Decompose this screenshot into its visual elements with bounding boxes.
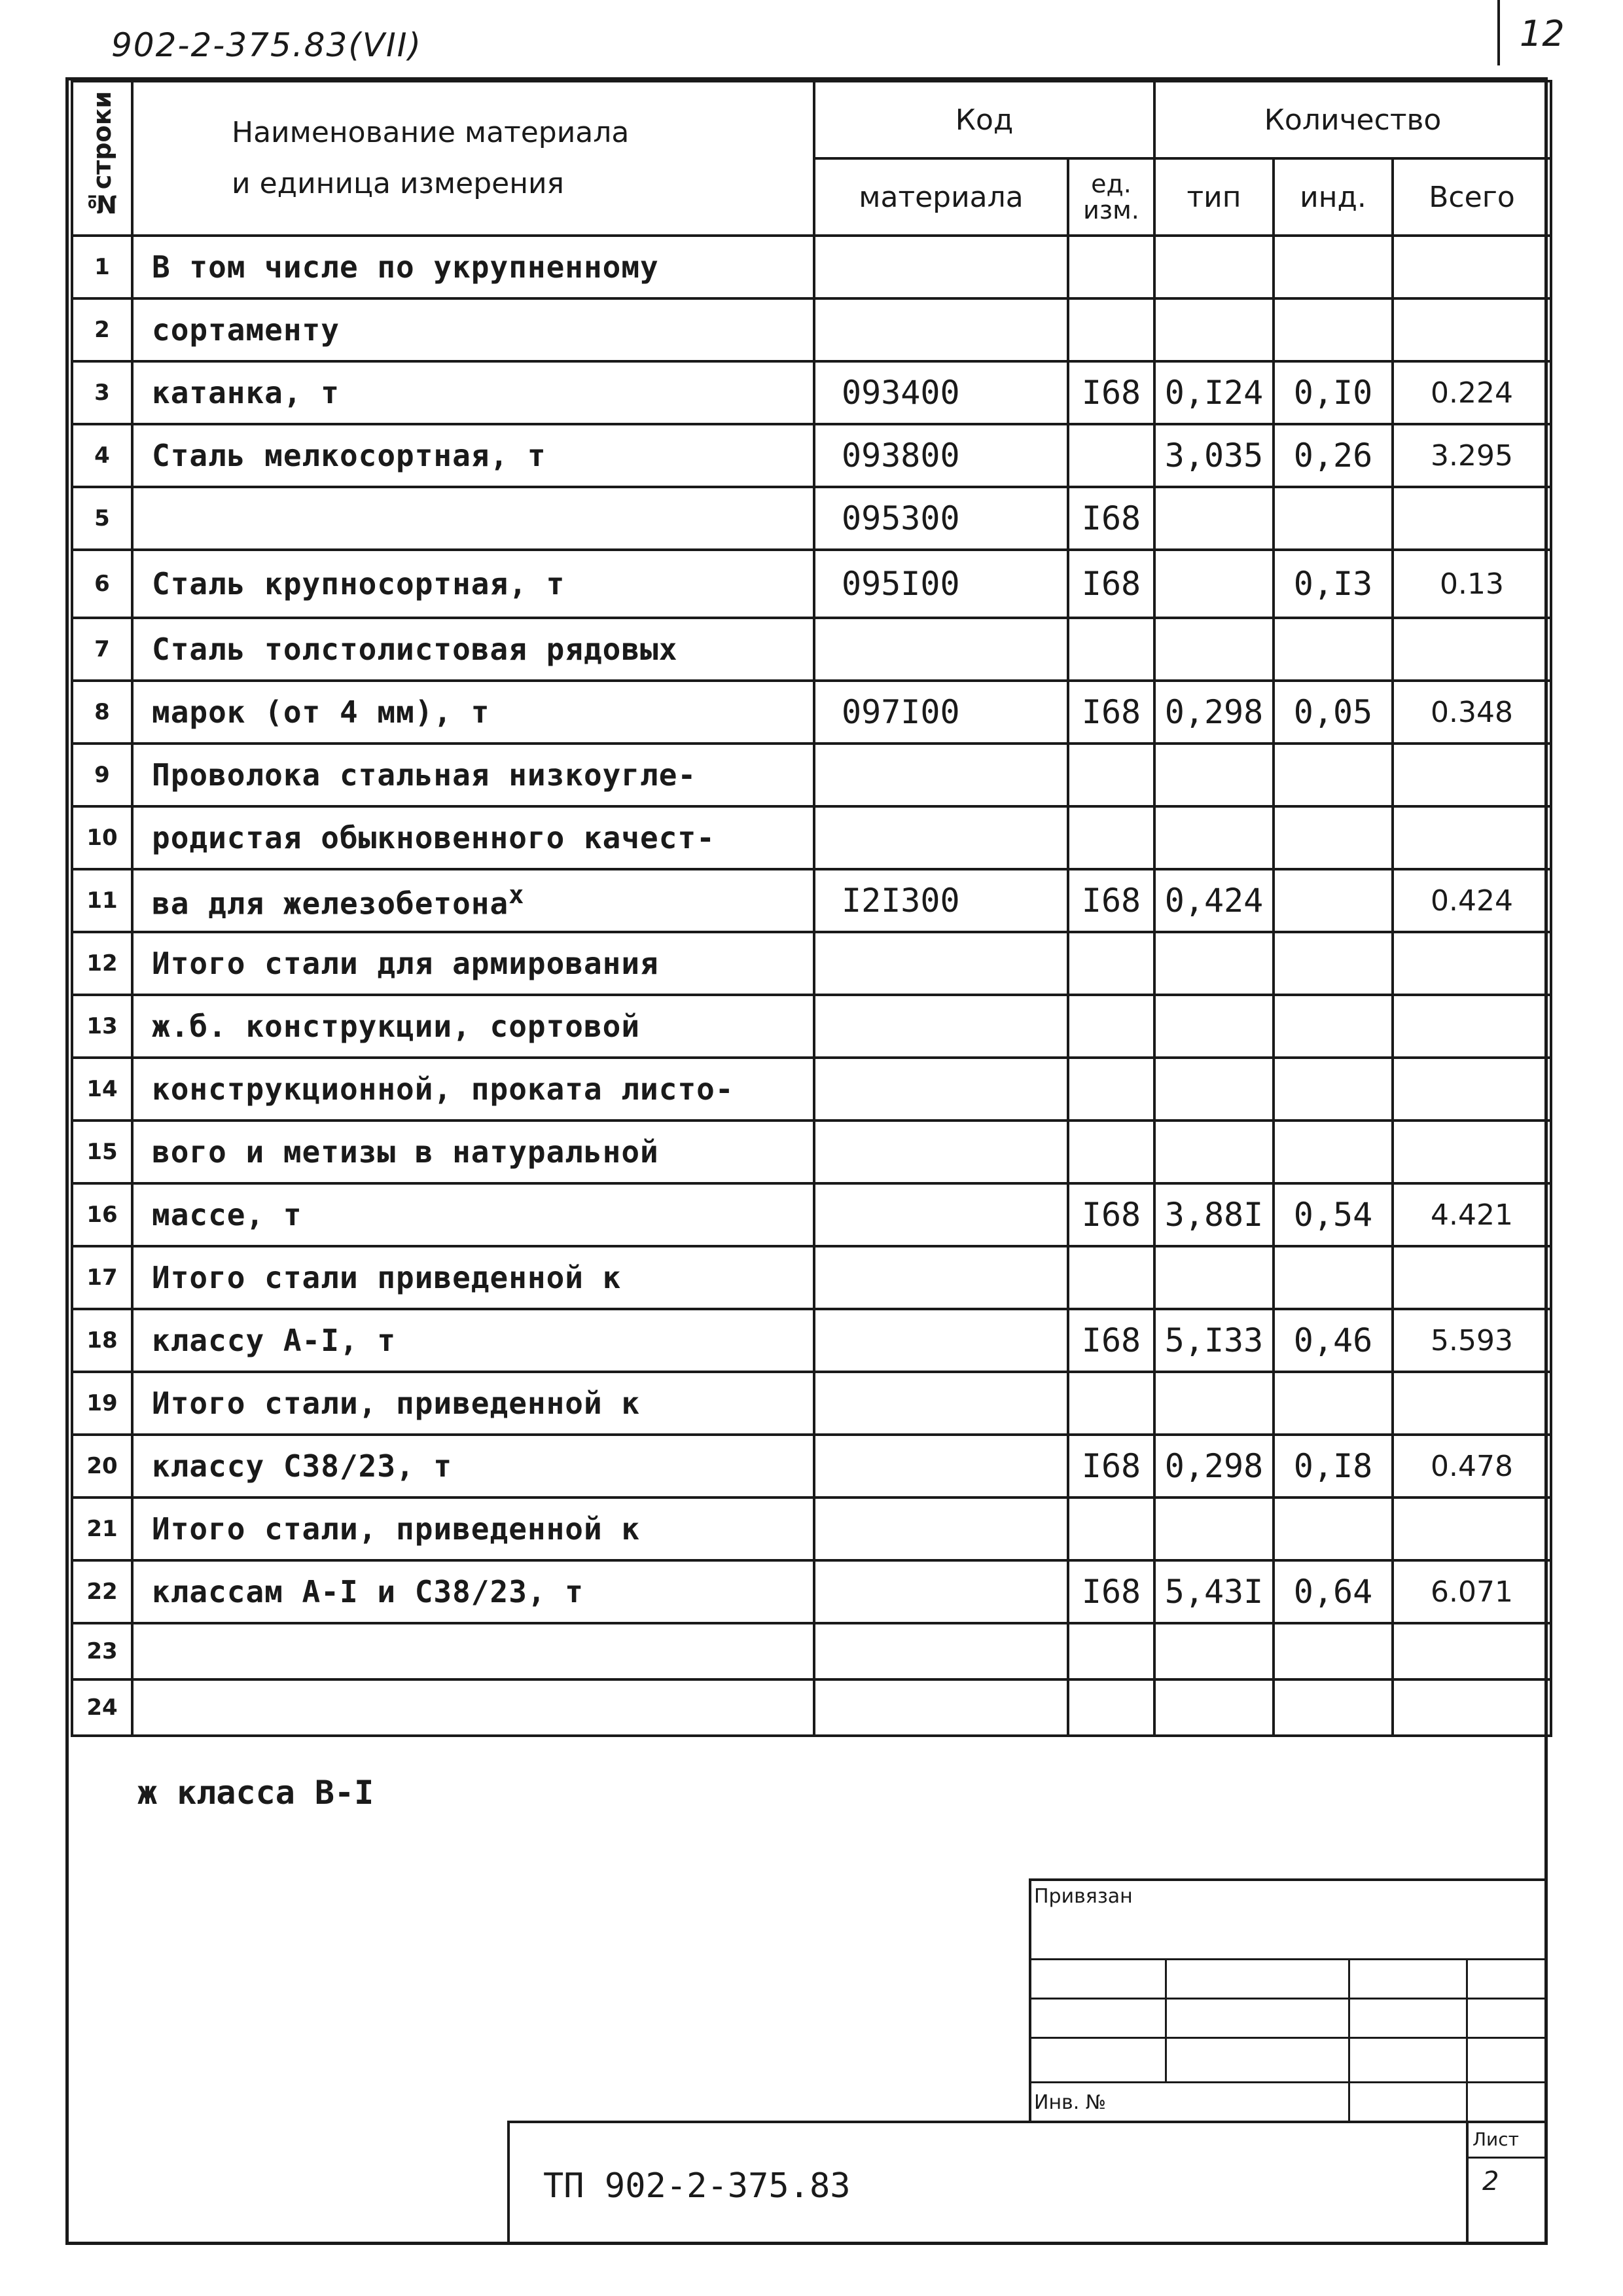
table-row — [72, 1183, 1551, 1246]
row-number-cell: 23 — [72, 1623, 132, 1679]
unit-code-cell: I68 — [1068, 681, 1154, 744]
qty-total-cell — [1393, 995, 1551, 1058]
material-code-cell: I2I300 — [814, 869, 1068, 932]
qty-ind-cell — [1274, 1121, 1393, 1183]
unit-code-cell — [1068, 424, 1154, 487]
material-name-cell — [132, 487, 814, 550]
row-number-cell: 20 — [72, 1435, 132, 1498]
material-code-cell — [814, 1309, 1068, 1372]
row-number-cell: 2 — [72, 298, 132, 361]
unit-code-cell — [1068, 236, 1154, 298]
table-row — [72, 932, 1551, 995]
material-name-cell: Сталь крупносортная, т — [132, 550, 814, 618]
material-code-cell: 093800 — [814, 424, 1068, 487]
qty-total-cell — [1393, 487, 1551, 550]
material-name-cell: Итого стали, приведенной к — [132, 1498, 814, 1560]
material-code-cell — [814, 995, 1068, 1058]
material-name-cell: ва для железобетона$^x$ — [132, 869, 814, 932]
qty-typ-cell — [1154, 236, 1274, 298]
table-row — [72, 487, 1551, 550]
qty-ind-cell — [1274, 1058, 1393, 1121]
qty-total-cell: 0.424 — [1393, 869, 1551, 932]
sheet-divider — [1466, 2157, 1548, 2159]
table-row — [72, 1679, 1551, 1736]
qty-typ-cell — [1154, 1121, 1274, 1183]
qty-ind-cell — [1274, 995, 1393, 1058]
table-row — [72, 1560, 1551, 1623]
stamp-line — [1466, 1958, 1468, 2121]
unit-code-cell: I68 — [1068, 1183, 1154, 1246]
header-row-group — [72, 81, 1551, 158]
qty-ind-cell — [1274, 1623, 1393, 1679]
material-code-cell — [814, 236, 1068, 298]
stamp-line — [1348, 1958, 1350, 2121]
material-code-cell — [814, 932, 1068, 995]
material-code-cell — [814, 1560, 1068, 1623]
qty-typ-cell — [1154, 1623, 1274, 1679]
qty-total-cell — [1393, 806, 1551, 869]
qty-ind-cell — [1274, 806, 1393, 869]
qty-ind-cell: 0,05 — [1274, 681, 1393, 744]
table-row — [72, 869, 1551, 932]
table-row — [72, 681, 1551, 744]
qty-typ-cell — [1154, 806, 1274, 869]
material-name-cell: В том числе по укрупненному — [132, 236, 814, 298]
material-name-cell: конструкционной, проката листо- — [132, 1058, 814, 1121]
typ-header: тип — [1154, 158, 1274, 236]
material-code-cell — [814, 1498, 1068, 1560]
qty-total-cell — [1393, 236, 1551, 298]
table-row — [72, 744, 1551, 806]
binding-stamp-title: Привязан — [1034, 1885, 1133, 1908]
material-name-cell: Проволока стальная низкоугле- — [132, 744, 814, 806]
row-number-cell: 9 — [72, 744, 132, 806]
unit-header: ед. изм. — [1068, 158, 1154, 236]
row-number-header: №строки — [72, 81, 132, 236]
unit-code-cell — [1068, 298, 1154, 361]
row-number-cell: 1 — [72, 236, 132, 298]
footnote-marker: x — [508, 880, 525, 910]
binding-stamp — [1029, 1878, 1548, 2121]
material-name-cell: классам А-I и С38/23, т — [132, 1560, 814, 1623]
qty-ind-cell — [1274, 1498, 1393, 1560]
qty-typ-cell: 0,I24 — [1154, 361, 1274, 424]
title-block-doc: ТП 902-2-375.83 — [543, 2166, 851, 2206]
unit-code-cell: I68 — [1068, 550, 1154, 618]
row-number-cell: 6 — [72, 550, 132, 618]
table-row — [72, 1372, 1551, 1435]
material-name-cell: классу С38/23, т — [132, 1435, 814, 1498]
material-code-cell — [814, 1623, 1068, 1679]
table-row — [72, 550, 1551, 618]
row-number-cell: 7 — [72, 618, 132, 681]
row-number-cell: 12 — [72, 932, 132, 995]
qty-total-cell: 0.348 — [1393, 681, 1551, 744]
qty-ind-cell: 0,26 — [1274, 424, 1393, 487]
qty-ind-cell — [1274, 744, 1393, 806]
qty-typ-cell — [1154, 995, 1274, 1058]
table-row — [72, 806, 1551, 869]
material-code-cell — [814, 1183, 1068, 1246]
row-number-cell: 17 — [72, 1246, 132, 1309]
material-name-cell: Сталь толстолистовая рядовых — [132, 618, 814, 681]
unit-code-cell: I68 — [1068, 1560, 1154, 1623]
material-name-header: Наименование материала и единица измерения — [132, 81, 814, 236]
qty-ind-cell: 0,I0 — [1274, 361, 1393, 424]
document-code: 902-2-375.83(VII) — [111, 26, 422, 64]
qty-total-cell — [1393, 298, 1551, 361]
unit-code-cell — [1068, 1058, 1154, 1121]
unit-code-cell: I68 — [1068, 1309, 1154, 1372]
material-code-cell — [814, 1058, 1068, 1121]
row-number-cell: 13 — [72, 995, 132, 1058]
unit-code-cell: I68 — [1068, 1435, 1154, 1498]
inventory-number-label: Инв. № — [1034, 2091, 1107, 2114]
qty-ind-cell — [1274, 869, 1393, 932]
row-number-cell: 15 — [72, 1121, 132, 1183]
qty-total-cell: 0.13 — [1393, 550, 1551, 618]
table-row — [72, 1121, 1551, 1183]
row-number-cell: 14 — [72, 1058, 132, 1121]
row-number-cell: 21 — [72, 1498, 132, 1560]
qty-typ-cell: 0,424 — [1154, 869, 1274, 932]
qty-typ-cell: 5,43I — [1154, 1560, 1274, 1623]
qty-typ-cell — [1154, 1246, 1274, 1309]
material-name-cell — [132, 1679, 814, 1736]
unit-code-cell — [1068, 1121, 1154, 1183]
qty-total-cell — [1393, 1372, 1551, 1435]
material-code-cell: 095I00 — [814, 550, 1068, 618]
row-number-cell: 8 — [72, 681, 132, 744]
qty-typ-cell: 5,I33 — [1154, 1309, 1274, 1372]
qty-typ-cell — [1154, 1372, 1274, 1435]
table-row — [72, 236, 1551, 298]
table-row — [72, 424, 1551, 487]
material-code-cell — [814, 298, 1068, 361]
qty-typ-cell — [1154, 1058, 1274, 1121]
unit-code-cell — [1068, 1498, 1154, 1560]
material-code-cell — [814, 1121, 1068, 1183]
stamp-line — [1029, 1958, 1548, 1960]
qty-typ-cell: 0,298 — [1154, 1435, 1274, 1498]
qty-ind-cell — [1274, 487, 1393, 550]
qty-typ-cell: 3,035 — [1154, 424, 1274, 487]
material-name-cell: массе, т — [132, 1183, 814, 1246]
qty-ind-cell — [1274, 618, 1393, 681]
material-code-cell — [814, 1679, 1068, 1736]
qty-ind-cell — [1274, 298, 1393, 361]
unit-code-cell — [1068, 806, 1154, 869]
unit-code-cell — [1068, 1623, 1154, 1679]
unit-code-cell — [1068, 1372, 1154, 1435]
material-name-cell: Сталь мелкосортная, т — [132, 424, 814, 487]
page-number: 12 — [1520, 13, 1565, 54]
unit-code-cell: I68 — [1068, 869, 1154, 932]
qty-ind-cell: 0,I3 — [1274, 550, 1393, 618]
qty-total-cell — [1393, 1121, 1551, 1183]
row-number-cell: 18 — [72, 1309, 132, 1372]
qty-total-cell — [1393, 1058, 1551, 1121]
material-code-header: материала — [814, 158, 1068, 236]
material-name-cell: марок (от 4 мм), т — [132, 681, 814, 744]
row-number-cell: 11 — [72, 869, 132, 932]
qty-typ-cell: 3,88I — [1154, 1183, 1274, 1246]
qty-typ-cell — [1154, 744, 1274, 806]
code-group-header: Код — [814, 81, 1154, 158]
material-code-cell — [814, 1372, 1068, 1435]
qty-ind-cell: 0,64 — [1274, 1560, 1393, 1623]
material-name-cell — [132, 1623, 814, 1679]
stamp-line — [1029, 2081, 1548, 2083]
unit-code-cell — [1068, 1246, 1154, 1309]
material-code-cell: 093400 — [814, 361, 1068, 424]
material-name-cell: вого и метизы в натуральной — [132, 1121, 814, 1183]
qty-total-cell — [1393, 1498, 1551, 1560]
qty-ind-cell — [1274, 1679, 1393, 1736]
qty-total-cell: 0.224 — [1393, 361, 1551, 424]
unit-code-cell: I68 — [1068, 487, 1154, 550]
qty-total-cell — [1393, 932, 1551, 995]
row-number-cell: 22 — [72, 1560, 132, 1623]
material-name-cell: сортаменту — [132, 298, 814, 361]
qty-typ-cell — [1154, 550, 1274, 618]
material-name-cell: Итого стали для армирования — [132, 932, 814, 995]
material-spec-table — [71, 80, 1552, 1737]
table-row — [72, 995, 1551, 1058]
qty-typ-cell: 0,298 — [1154, 681, 1274, 744]
stamp-line — [1029, 1998, 1548, 2000]
table-row — [72, 1309, 1551, 1372]
table-row — [72, 1623, 1551, 1679]
material-name-cell: катанка, т — [132, 361, 814, 424]
unit-code-cell: I68 — [1068, 361, 1154, 424]
qty-ind-cell: 0,54 — [1274, 1183, 1393, 1246]
row-number-cell: 24 — [72, 1679, 132, 1736]
qty-typ-cell — [1154, 1498, 1274, 1560]
material-code-cell — [814, 1435, 1068, 1498]
sheet-label: Лист — [1472, 2128, 1519, 2150]
corner-divider — [1497, 0, 1500, 65]
material-name-cell: Итого стали приведенной к — [132, 1246, 814, 1309]
unit-code-cell — [1068, 744, 1154, 806]
material-code-cell — [814, 1246, 1068, 1309]
qty-total-cell — [1393, 1246, 1551, 1309]
qty-typ-cell — [1154, 618, 1274, 681]
qty-total-cell — [1393, 1623, 1551, 1679]
qty-total-cell — [1393, 1679, 1551, 1736]
qty-total-cell — [1393, 744, 1551, 806]
total-header: Всего — [1393, 158, 1551, 236]
table-row — [72, 1498, 1551, 1560]
table-row — [72, 1435, 1551, 1498]
footnote: ж класса В-I — [137, 1774, 374, 1812]
material-code-cell — [814, 806, 1068, 869]
qty-ind-cell — [1274, 236, 1393, 298]
qty-typ-cell — [1154, 932, 1274, 995]
qty-ind-cell: 0,I8 — [1274, 1435, 1393, 1498]
qty-total-cell: 3.295 — [1393, 424, 1551, 487]
unit-code-cell — [1068, 995, 1154, 1058]
qty-ind-cell — [1274, 1372, 1393, 1435]
row-number-cell: 16 — [72, 1183, 132, 1246]
stamp-line — [1165, 1958, 1167, 2081]
stamp-line — [1029, 2037, 1548, 2039]
material-code-cell: 097I00 — [814, 681, 1068, 744]
material-code-cell — [814, 618, 1068, 681]
qty-total-cell: 4.421 — [1393, 1183, 1551, 1246]
unit-code-cell — [1068, 932, 1154, 995]
row-number-cell: 5 — [72, 487, 132, 550]
row-number-cell: 19 — [72, 1372, 132, 1435]
row-number-cell: 3 — [72, 361, 132, 424]
qty-ind-cell: 0,46 — [1274, 1309, 1393, 1372]
table-row — [72, 361, 1551, 424]
material-name-cell: классу А-I, т — [132, 1309, 814, 1372]
qty-total-cell: 0.478 — [1393, 1435, 1551, 1498]
table-row — [72, 298, 1551, 361]
table-row — [72, 1246, 1551, 1309]
qty-typ-cell — [1154, 298, 1274, 361]
material-code-cell — [814, 744, 1068, 806]
qty-typ-cell — [1154, 487, 1274, 550]
material-code-cell: 095300 — [814, 487, 1068, 550]
row-number-cell: 10 — [72, 806, 132, 869]
row-number-cell: 4 — [72, 424, 132, 487]
material-name-cell: родистая обыкновенного качест- — [132, 806, 814, 869]
material-name-cell: ж.б. конструкции, сортовой — [132, 995, 814, 1058]
qty-total-cell: 5.593 — [1393, 1309, 1551, 1372]
unit-code-cell — [1068, 1679, 1154, 1736]
material-name-cell: Итого стали, приведенной к — [132, 1372, 814, 1435]
qty-total-cell: 6.071 — [1393, 1560, 1551, 1623]
ind-header: инд. — [1274, 158, 1393, 236]
qty-ind-cell — [1274, 1246, 1393, 1309]
sheet-number: 2 — [1482, 2166, 1499, 2197]
qty-typ-cell — [1154, 1679, 1274, 1736]
qty-total-cell — [1393, 618, 1551, 681]
table-row — [72, 1058, 1551, 1121]
qty-ind-cell — [1274, 932, 1393, 995]
unit-code-cell — [1068, 618, 1154, 681]
table-body — [72, 236, 1551, 1736]
table-row — [72, 618, 1551, 681]
quantity-group-header: Количество — [1154, 81, 1551, 158]
